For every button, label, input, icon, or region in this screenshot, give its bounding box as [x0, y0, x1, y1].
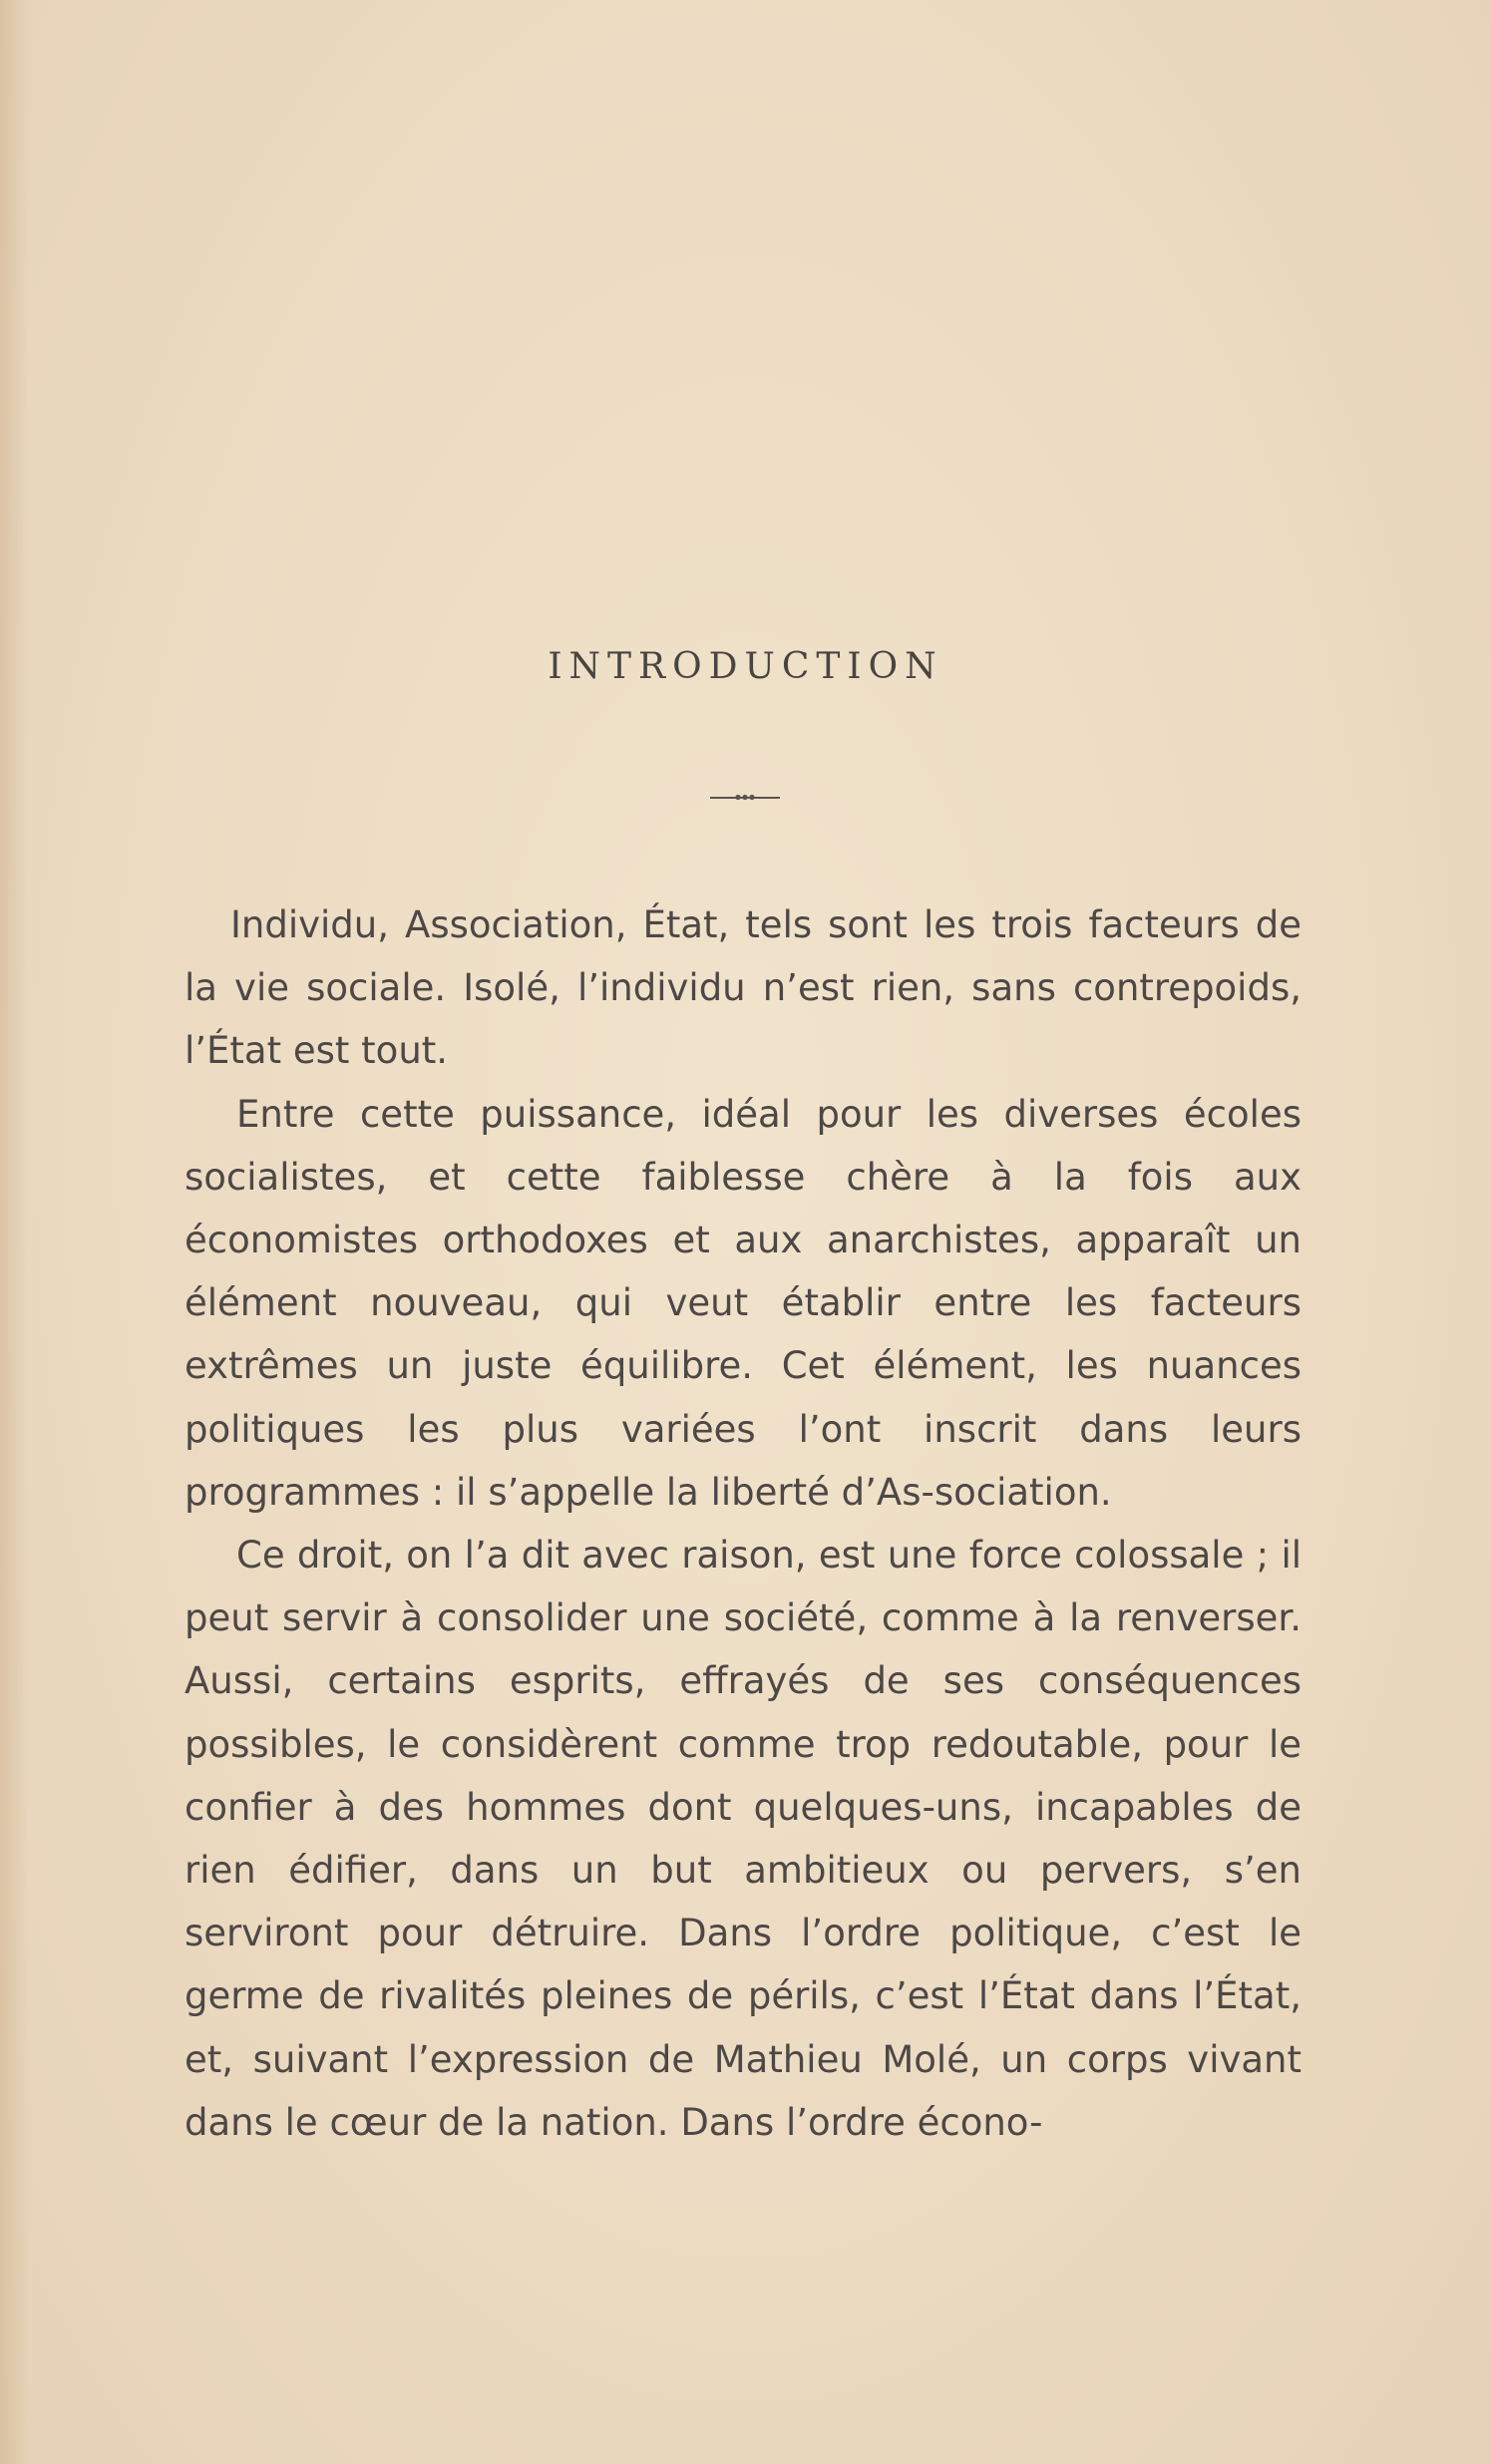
- chapter-heading: INTRODUCTION: [548, 646, 943, 687]
- paragraph-3: Ce droit, on l’a dit avec raison, est une force colossale ; il peut servir à consolider une société, comme à la renverser. Aussi, certains esprits, effrayés de ses conséquences possibles, le considèrent comme trop redoutable, pour le confier à des hommes dont quelques-uns, incapables de rien édifier, dans un but ambitieux ou pervers, s’en serviront pour détruire. Dans l’ordre politique, c’est le germe de rivalités pleines de périls, c’est l’État dans l’État, et, suivant l’expression de Mathieu Molé, un corps vivant dans le cœur de la nation. Dans l’ordre écono-: [185, 1534, 1302, 2144]
- paragraph-1: Individu, Association, État, tels sont les trois facteurs de la vie sociale. Isolé, l’individu n’est rien, sans contrepoids, l’État est tout.: [185, 903, 1302, 1073]
- ornament-divider-icon: [708, 793, 782, 801]
- paragraph-2: Entre cette puissance, idéal pour les diverses écoles socialistes, et cette faiblesse chère à la fois aux économistes orthodoxes et aux anarchistes, apparaît un élément nouveau, qui veut établir entre les facteurs extrêmes un juste équilibre. Cet élément, les nuances politiques les plus variées l’ont inscrit dans leurs programmes : il s’appelle la liberté d’As-sociation.: [185, 1092, 1302, 1514]
- body-text: [185, 893, 1302, 2154]
- page-gutter-shadow: [0, 0, 30, 2464]
